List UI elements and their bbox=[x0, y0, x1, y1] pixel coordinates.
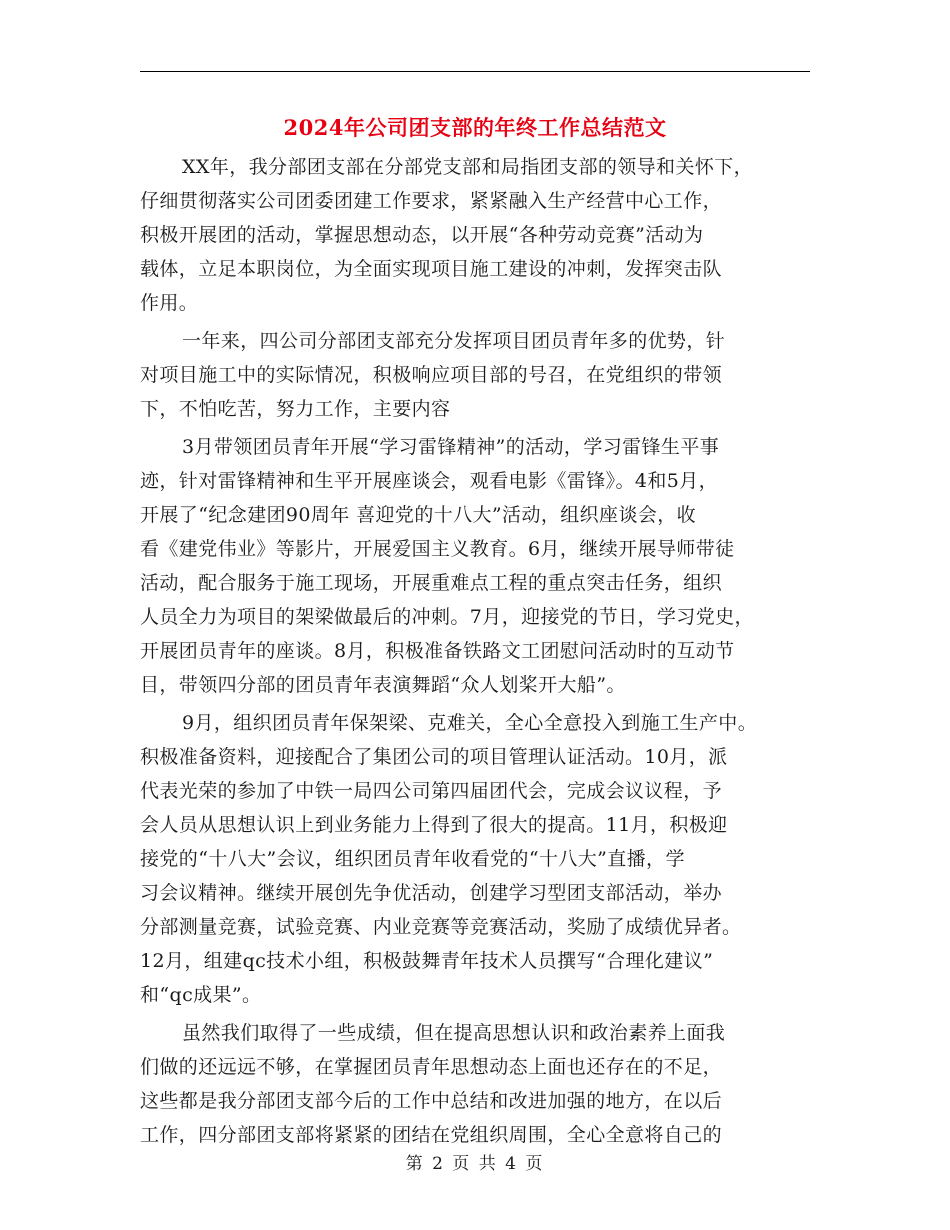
text-line: 一年来，四公司分部团支部充分发挥项目团员青年多的优势，针 bbox=[182, 330, 726, 352]
text-line: 分部测量竞赛，试验竞赛、内业竞赛等竞赛活动，奖励了成绩优异者。 bbox=[140, 916, 742, 938]
text-line: 3月带领团员青年开展“学习雷锋精神”的活动，学习雷锋生平事 bbox=[182, 436, 720, 458]
text-line: 会人员从思想认识上到业务能力上得到了很大的提高。11月，积极迎 bbox=[140, 814, 728, 836]
document-title: 2024年公司团支部的年终工作总结范文 bbox=[283, 115, 667, 140]
text-line: 12月，组建qc技术小组，积极鼓舞青年技术人员撰写“合理化建议” bbox=[140, 950, 714, 972]
document-body bbox=[140, 150, 815, 1156]
text-line: 下，不怕吃苦，努力工作，主要内容 bbox=[140, 398, 451, 420]
text-line: 人员全力为项目的架梁做最后的冲刺。7月，迎接党的节日，学习党史， bbox=[140, 606, 754, 628]
text-line: 虽然我们取得了一些成绩，但在提高思想认识和政治素养上面我 bbox=[182, 1022, 726, 1044]
paragraph-3 bbox=[140, 430, 815, 702]
text-line: 积极开展团的活动，掌握思想动态，以开展“各种劳动竞赛”活动为 bbox=[140, 224, 704, 246]
text-line: 们做的还远远不够，在掌握团员青年思想动态上面也还存在的不足， bbox=[140, 1056, 723, 1078]
text-line: 习会议精神。继续开展创先争优活动，创建学习型团支部活动，举办 bbox=[140, 882, 723, 904]
paragraph-2 bbox=[140, 324, 815, 426]
text-line: 目，带领四分部的团员青年表演舞蹈“众人划桨开大船”。 bbox=[140, 674, 626, 696]
paragraph-5 bbox=[140, 1016, 815, 1152]
text-line: XX年，我分部团支部在分部党支部和局指团支部的领导和关怀下， bbox=[182, 156, 754, 178]
text-line: 看《建党伟业》等影片，开展爱国主义教育。6月，继续开展导师带徒 bbox=[140, 538, 735, 560]
text-line: 作用。 bbox=[140, 292, 199, 314]
text-line: 代表光荣的参加了中铁一局四公司第四届团代会，完成会议议程，予 bbox=[140, 780, 723, 802]
text-line: 活动，配合服务于施工现场，开展重难点工程的重点突击任务，组织 bbox=[140, 572, 723, 594]
text-line: 载体，立足本职岗位，为全面实现项目施工建设的冲刺，发挥突击队 bbox=[140, 258, 723, 280]
header-rule bbox=[140, 71, 810, 72]
text-line: 接党的“十八大”会议，组织团员青年收看党的“十八大”直播，学 bbox=[140, 848, 685, 870]
text-line: 迹，针对雷锋精神和生平开展座谈会，观看电影《雷锋》。4和5月， bbox=[140, 470, 719, 492]
text-line: 工作，四分部团支部将紧紧的团结在党组织周围，全心全意将自己的 bbox=[140, 1124, 723, 1146]
text-line: 和“qc成果”。 bbox=[140, 984, 262, 1006]
text-line: 开展了“纪念建团90周年 喜迎党的十八大”活动，组织座谈会，收 bbox=[140, 504, 697, 526]
text-line: 对项目施工中的实际情况，积极响应项目部的号召，在党组织的带领 bbox=[140, 364, 723, 386]
paragraph-1 bbox=[140, 150, 815, 320]
page-number: 第 2 页 共 4 页 bbox=[405, 1154, 545, 1174]
text-line: 积极准备资料，迎接配合了集团公司的项目管理认证活动。10月，派 bbox=[140, 746, 728, 768]
text-line: 9月，组织团员青年保架梁、克难关，全心全意投入到施工生产中。 bbox=[182, 712, 758, 734]
text-line: 这些都是我分部团支部今后的工作中总结和改进加强的地方，在以后 bbox=[140, 1090, 723, 1112]
text-line: 仔细贯彻落实公司团委团建工作要求，紧紧融入生产经营中心工作， bbox=[140, 190, 723, 212]
text-line: 开展团员青年的座谈。8月，积极准备铁路文工团慰问活动时的互动节 bbox=[140, 640, 735, 662]
paragraph-4 bbox=[140, 706, 815, 1012]
